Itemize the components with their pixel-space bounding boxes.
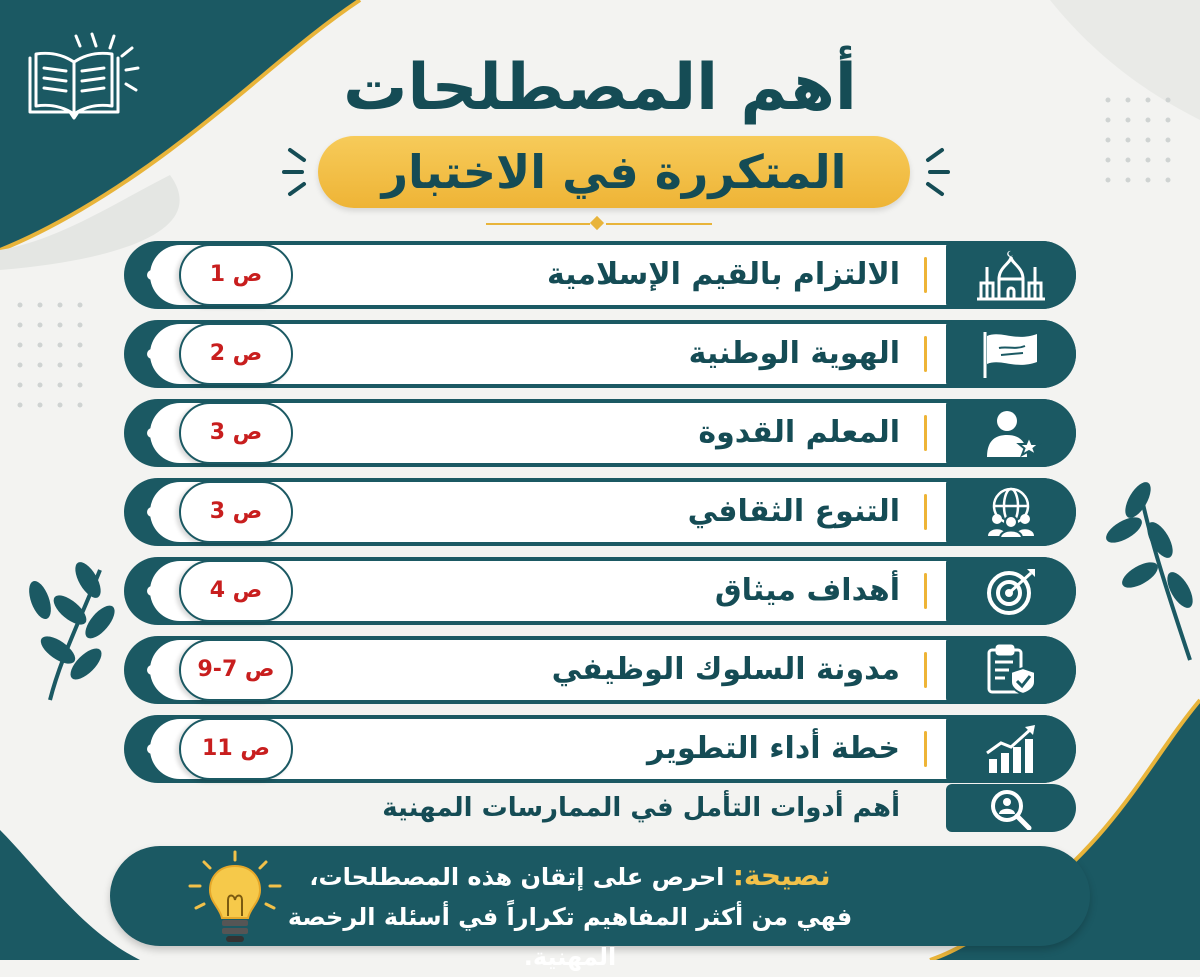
page-badge: ص 4: [179, 560, 293, 622]
term-icon-tab: [946, 784, 1076, 832]
flag-icon: [975, 328, 1047, 380]
target-icon: [975, 565, 1047, 617]
term-row: [124, 399, 1076, 467]
term-icon-tab: [946, 715, 1076, 783]
term-label: مدونة السلوك الوظيفي: [551, 652, 900, 687]
growth-chart-icon: [975, 723, 1047, 775]
term-icon-tab: [946, 636, 1076, 704]
page-badge: ص 1: [179, 244, 293, 306]
teacher-star-icon: [975, 407, 1047, 459]
tip-line-1: نصيحة: احرص على إتقان هذه المصطلحات،: [309, 859, 831, 892]
term-label: الالتزام بالقيم الإسلامية: [546, 257, 900, 292]
globe-people-icon: [975, 486, 1047, 538]
term-icon-tab: [946, 399, 1076, 467]
tip-box: [110, 846, 1090, 971]
term-label: أهداف ميثاق: [714, 573, 900, 608]
reflection-tools-label: أهم أدوات التأمل في الممارسات المهنية: [382, 793, 900, 823]
page-badge: ص 7-9: [179, 639, 293, 701]
term-row: [124, 241, 1076, 309]
term-row: [124, 478, 1076, 546]
page-badge: ص 3: [179, 402, 293, 464]
page-title: أهم المصطلحات: [343, 51, 857, 125]
subtitle-banner: [318, 136, 910, 208]
page-badge: ص 3: [179, 481, 293, 543]
term-row: [124, 557, 1076, 625]
reflection-tools-item: [346, 784, 1076, 832]
term-row: [124, 636, 1076, 704]
tip-label: نصيحة:: [732, 859, 831, 892]
term-icon-tab: [946, 241, 1076, 309]
tip-line-2: فهي من أكثر المفاهيم تكراراً في أسئلة الرخصة المهنية.: [287, 903, 853, 971]
term-label: خطة أداء التطوير: [647, 731, 900, 766]
term-icon-tab: [946, 557, 1076, 625]
tip-text: [270, 856, 870, 977]
page-badge: ص 2: [179, 323, 293, 385]
page-subtitle: المتكررة في الاختبار: [381, 145, 847, 199]
term-label: الهوية الوطنية: [688, 336, 900, 371]
term-icon-tab: [946, 320, 1076, 388]
mosque-icon: [975, 249, 1047, 301]
page-badge: ص 11: [179, 718, 293, 780]
clipboard-shield-icon: [975, 644, 1047, 696]
term-row: [124, 715, 1076, 783]
term-icon-tab: [946, 478, 1076, 546]
term-label: المعلم القدوة: [698, 415, 900, 450]
open-book-icon: [22, 28, 152, 128]
term-row: [124, 320, 1076, 388]
term-label: التنوع الثقافي: [687, 494, 900, 529]
search-person-icon: [987, 786, 1035, 830]
